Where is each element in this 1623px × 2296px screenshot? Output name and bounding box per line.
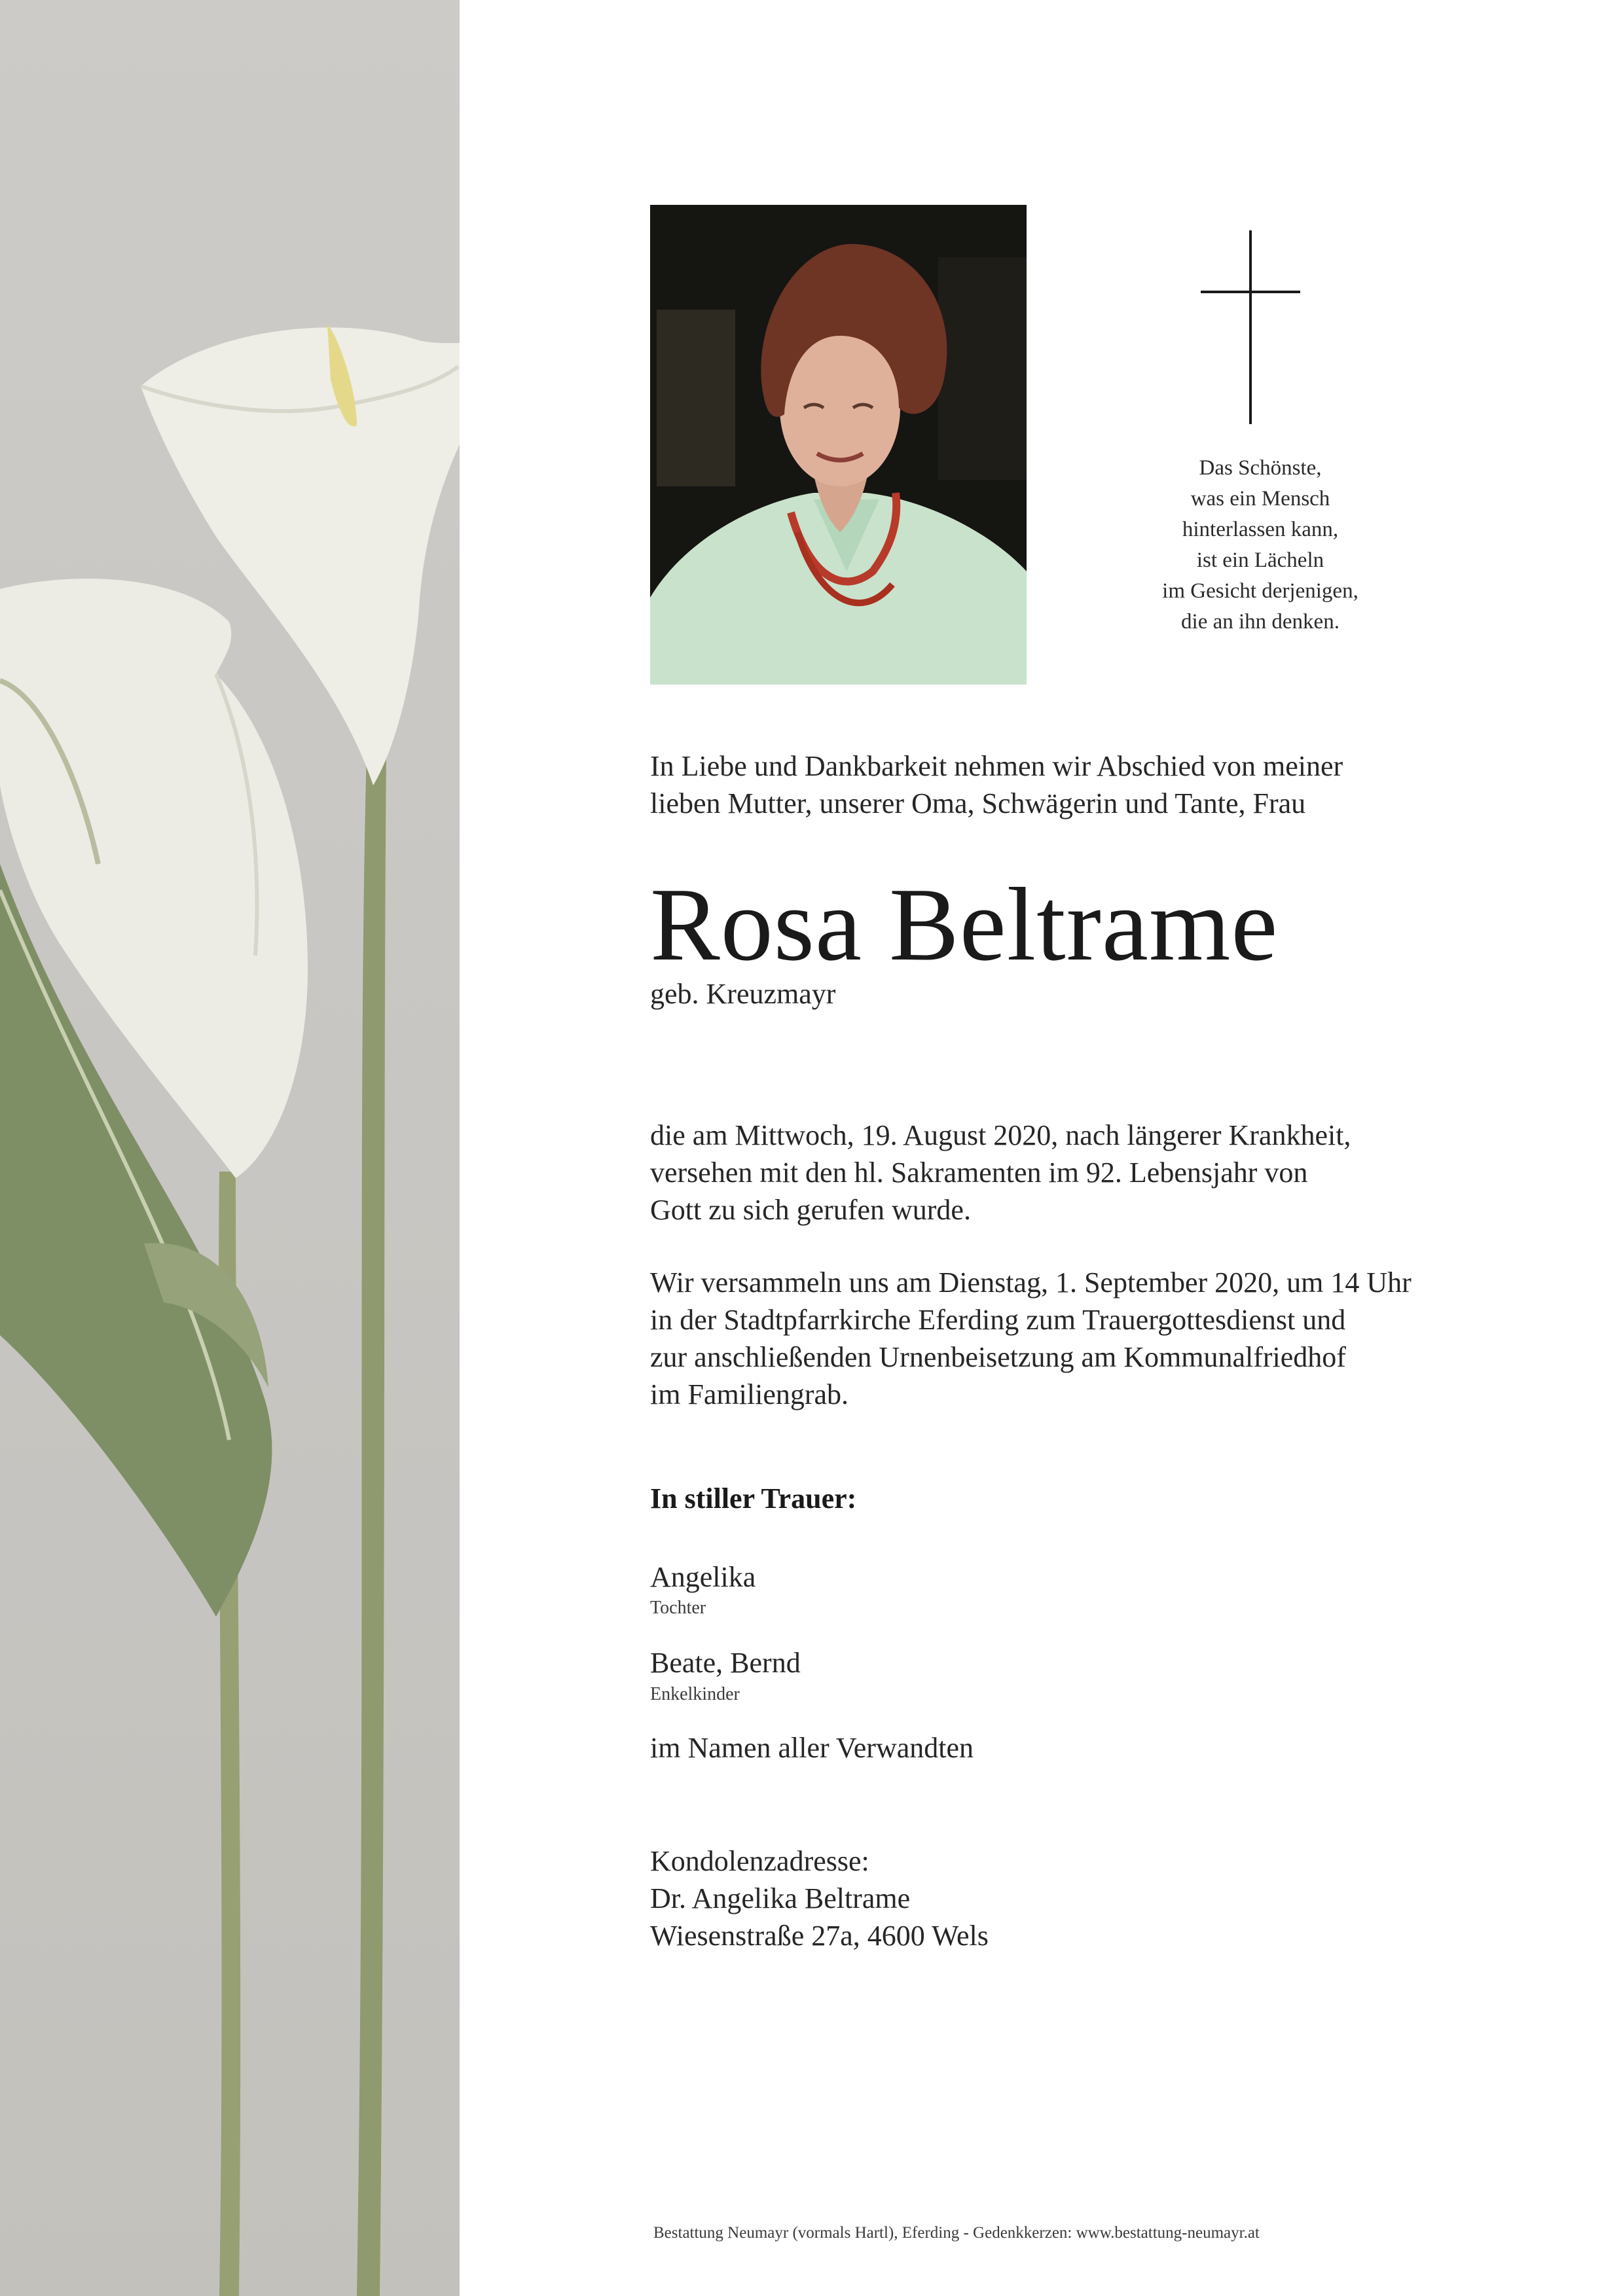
death-line: versehen mit den hl. Sakramenten im 92. Lebensjahr von <box>650 1157 1308 1189</box>
mourner-name: Beate, Bernd <box>650 1647 801 1679</box>
intro-line: In Liebe und Dankbarkeit nehmen wir Abschied von meiner <box>650 750 1343 782</box>
relatives-line: im Namen aller Verwandten <box>650 1732 974 1764</box>
death-line: Gott zu sich gerufen wurde. <box>650 1194 971 1226</box>
portrait-photo <box>650 205 1027 685</box>
footer-text: Bestattung Neumayr (vormals Hartl), Eferding - Gedenkkerzen: www.bestattung-neumayr.at <box>653 2224 1260 2242</box>
cross-icon <box>1198 230 1303 427</box>
condolence-line: Dr. Angelika Beltrame <box>650 1882 911 1914</box>
intro-text <box>650 747 1343 822</box>
poem-line: im Gesicht derjenigen, <box>1162 579 1359 603</box>
intro-line: lieben Mutter, unserer Oma, Schwägerin und Tante, Frau <box>650 787 1306 819</box>
funeral-line: im Familiengrab. <box>650 1378 849 1410</box>
funeral-line: zur anschließenden Urnenbeisetzung am Kommunalfriedhof <box>650 1341 1346 1373</box>
poem-line: was ein Mensch <box>1190 487 1330 511</box>
deceased-name: Rosa Beltrame <box>650 866 1279 982</box>
calla-lily-image <box>0 0 460 2296</box>
poem-line: ist ein Lächeln <box>1196 548 1324 572</box>
mourner-role: Enkelkinder <box>650 1684 740 1704</box>
condolence-line: Kondolenzadresse: <box>650 1845 869 1877</box>
funeral-line: Wir versammeln uns am Dienstag, 1. September 2020, um 14 Uhr <box>650 1266 1412 1299</box>
poem-line: Das Schönste, <box>1199 456 1322 480</box>
mourner-name: Angelika <box>650 1561 756 1593</box>
condolence-line: Wiesenstraße 27a, 4600 Wels <box>650 1920 989 1952</box>
calla-lily-decoration <box>0 0 460 2296</box>
poem-line: hinterlassen kann, <box>1182 518 1339 541</box>
funeral-notice <box>650 1264 1412 1413</box>
birth-name: geb. Kreuzmayr <box>650 978 836 1010</box>
mourning-heading: In stiller Trauer: <box>650 1482 857 1515</box>
condolence-address <box>650 1842 989 1954</box>
poem <box>1080 453 1440 637</box>
portrait-image <box>650 205 1027 685</box>
funeral-line: in der Stadtpfarrkirche Eferding zum Trauergottesdienst und <box>650 1304 1346 1336</box>
poem-line: die an ihn denken. <box>1181 610 1340 634</box>
death-notice <box>650 1117 1351 1229</box>
mourner-role: Tochter <box>650 1598 706 1618</box>
death-line: die am Mittwoch, 19. August 2020, nach längerer Krankheit, <box>650 1119 1351 1151</box>
